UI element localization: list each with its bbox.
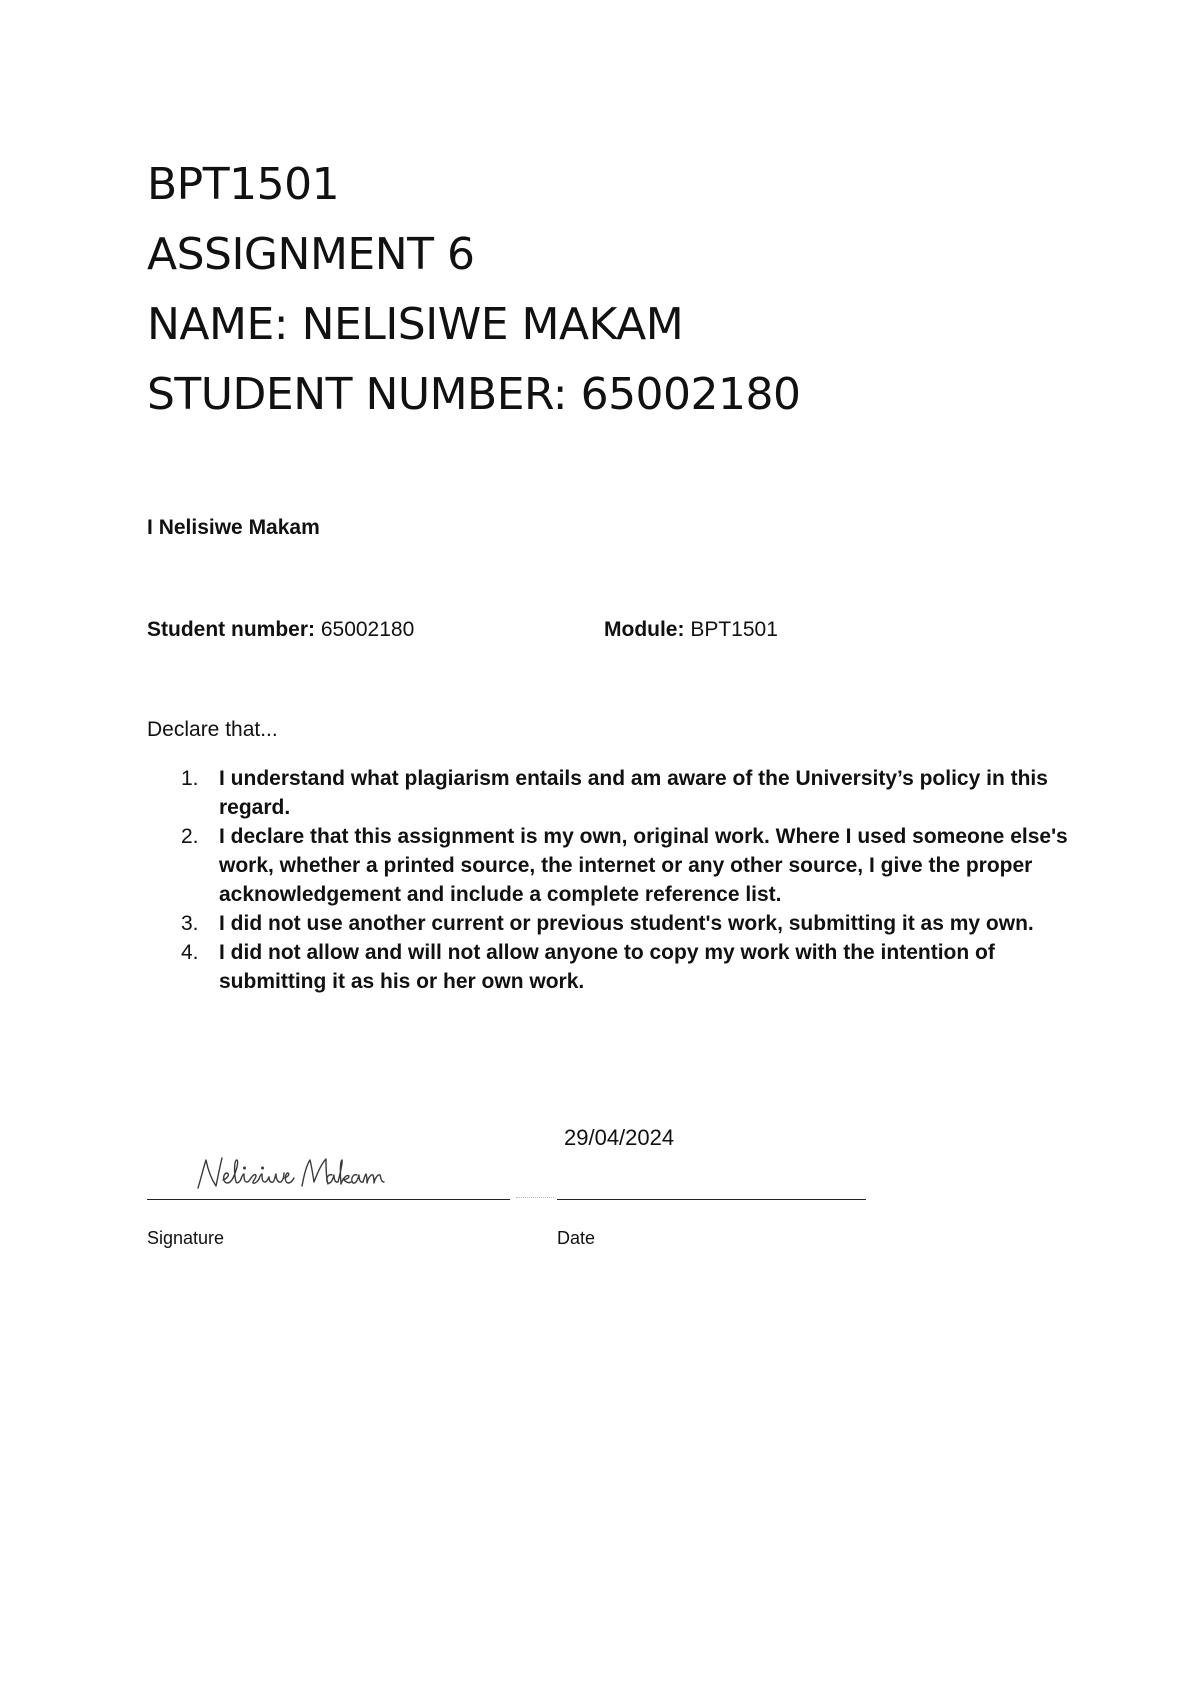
declaration-item-text: I did not allow and will not allow anyone to copy my work with the intention of submitting it as his or her own work. <box>219 941 995 993</box>
declaration-item <box>147 764 1077 822</box>
module-label: Module: <box>604 618 685 641</box>
signature-caption: Signature <box>147 1228 225 1248</box>
declarant-name: Nelisiwe Makam <box>158 516 320 539</box>
declaration-item-text: I did not use another current or previous student's work, submitting it as my own. <box>219 912 1034 935</box>
line-separator-dots <box>516 1197 554 1198</box>
name-heading: NAME: NELISIWE MAKAM <box>147 299 684 350</box>
student-number-value: 65002180 <box>320 618 415 641</box>
date-value: 29/04/2024 <box>564 1125 675 1150</box>
declaration-item <box>147 822 1077 909</box>
signature-line <box>147 1199 510 1200</box>
declaration-list <box>147 764 1077 996</box>
date-caption: Date <box>557 1228 596 1248</box>
declaration-item-number: 3. <box>181 912 199 935</box>
module-code-heading: BPT1501 <box>147 159 340 210</box>
module-value: BPT1501 <box>690 618 778 641</box>
module-row <box>604 618 778 642</box>
declaration-item <box>147 909 1077 938</box>
student-number-row <box>147 618 414 642</box>
declaration-item-text: I declare that this assignment is my own, original work. Where I used someone else's work, whether a printed source, the internet or any other source, I give the proper acknowledgement and include a complete reference list. <box>219 825 1068 906</box>
declaration-item <box>147 938 1077 996</box>
assignment-heading: ASSIGNMENT 6 <box>147 229 475 280</box>
declaration-intro: Declare that... <box>147 718 278 741</box>
student-number-label: Student number: <box>147 618 315 641</box>
declaration-item-text: I understand what plagiarism entails and am aware of the University’s policy in this regard. <box>219 767 1048 819</box>
declaration-item-number: 1. <box>181 767 199 790</box>
declaration-item-number: 4. <box>181 941 199 964</box>
date-line <box>557 1199 866 1200</box>
declaration-item-number: 2. <box>181 825 199 848</box>
student-number-heading: STUDENT NUMBER: 65002180 <box>147 369 801 420</box>
declarant-prefix: I <box>147 516 153 539</box>
title-block <box>147 150 801 430</box>
declarant-line <box>147 516 320 540</box>
handwritten-signature <box>192 1152 422 1196</box>
